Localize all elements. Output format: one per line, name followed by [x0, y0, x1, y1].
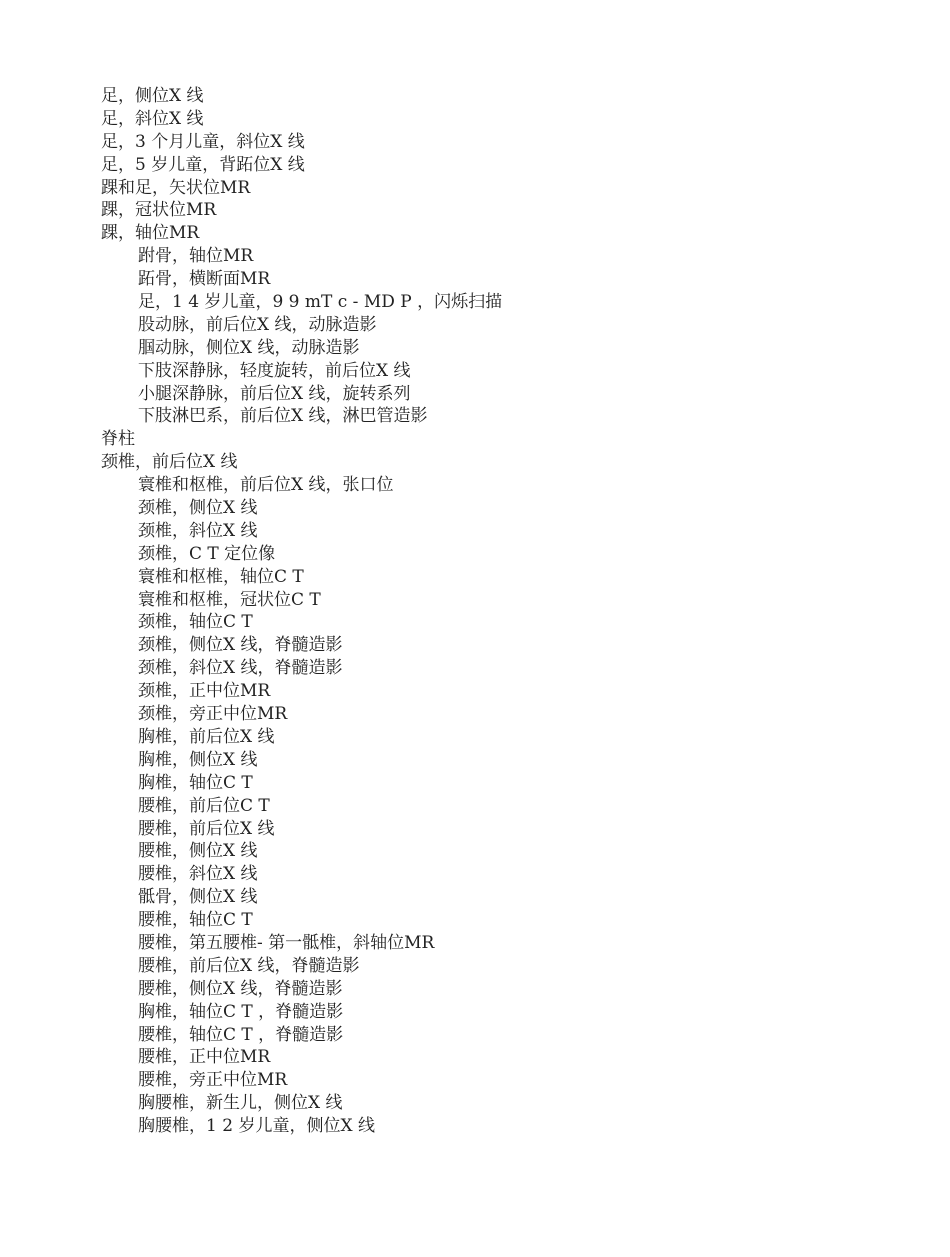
- index-subentry: 寰椎和枢椎，冠状位C T: [138, 589, 321, 610]
- index-entry: 颈椎，前后位X 线: [101, 452, 238, 473]
- index-subentry: 腰椎，前后位X 线: [138, 818, 275, 839]
- index-subentry: 小腿深静脉，前后位X 线，旋转系列: [138, 383, 411, 404]
- index-subentry: 寰椎和枢椎，轴位C T: [138, 566, 304, 587]
- index-subentry: 腰椎，侧位X 线: [138, 841, 258, 862]
- index-entry: 踝和足，矢状位MR: [101, 177, 251, 198]
- index-subentry: 颈椎，斜位X 线: [138, 520, 258, 541]
- index-subentry: 足，1 4 岁儿童，9 9 mT c - MD P ，闪烁扫描: [138, 292, 503, 313]
- index-subentry: 胸椎，侧位X 线: [138, 749, 258, 770]
- index-subentry: 腰椎，侧位X 线，脊髓造影: [138, 978, 343, 999]
- index-subentry: 腰椎，前后位X 线，脊髓造影: [138, 955, 360, 976]
- index-subentry: 胸椎，轴位C T ，脊髓造影: [138, 1001, 344, 1022]
- index-subentry: 腰椎，第五腰椎- 第一骶椎，斜轴位MR: [138, 932, 435, 953]
- index-entry: 足，侧位X 线: [101, 86, 204, 106]
- index-subentry: 颈椎，侧位X 线: [138, 498, 258, 519]
- index-subentry: 腰椎，斜位X 线: [138, 864, 258, 885]
- index-subentry: 腰椎，轴位C T ，脊髓造影: [138, 1024, 344, 1045]
- index-subentry: 下肢深静脉，轻度旋转，前后位X 线: [138, 360, 411, 381]
- index-entry: 踝，轴位MR: [101, 223, 200, 244]
- index-subentry: 胸椎，轴位C T: [138, 772, 253, 793]
- index-subentry: 颈椎，轴位C T: [138, 612, 253, 633]
- index-entry: 足，3 个月儿童，斜位X 线: [101, 131, 305, 152]
- index-subentry: 颈椎，侧位X 线，脊髓造影: [138, 635, 343, 656]
- index-subentry: 跖骨，横断面MR: [138, 269, 271, 290]
- index-subentry: 腰椎，旁正中位MR: [138, 1070, 288, 1091]
- index-subentry: 跗骨，轴位MR: [138, 246, 254, 267]
- index-subentry: 胸腰椎，1 2 岁儿童，侧位X 线: [138, 1116, 375, 1137]
- index-subentry: 寰椎和枢椎，前后位X 线，张口位: [138, 475, 394, 496]
- index-entry: 脊柱: [101, 429, 135, 450]
- index-subentry: 颈椎，斜位X 线，脊髓造影: [138, 658, 343, 679]
- index-subentry: 骶骨，侧位X 线: [138, 887, 258, 908]
- index-entry: 足，5 岁儿童，背跖位X 线: [101, 154, 305, 175]
- index-subentry: 胸腰椎，新生儿，侧位X 线: [138, 1093, 343, 1114]
- index-subentry: 下肢淋巴系，前后位X 线，淋巴管造影: [138, 406, 428, 427]
- index-subentry: 颈椎，正中位MR: [138, 681, 271, 702]
- index-subentry: 股动脉，前后位X 线，动脉造影: [138, 314, 377, 335]
- index-subentry: 腰椎，前后位C T: [138, 795, 270, 816]
- index-entry: 踝，冠状位MR: [101, 200, 217, 221]
- index-subentry: 胸椎，前后位X 线: [138, 726, 275, 747]
- index-subentry: 腰椎，正中位MR: [138, 1047, 271, 1068]
- index-entry: 足，斜位X 线: [101, 108, 204, 129]
- index-subentry: 颈椎，C T 定位像: [138, 543, 276, 564]
- index-list: [101, 85, 881, 1138]
- index-subentry: 腰椎，轴位C T: [138, 910, 253, 931]
- index-subentry: 腘动脉，侧位X 线，动脉造影: [138, 337, 360, 358]
- index-subentry: 颈椎，旁正中位MR: [138, 704, 288, 725]
